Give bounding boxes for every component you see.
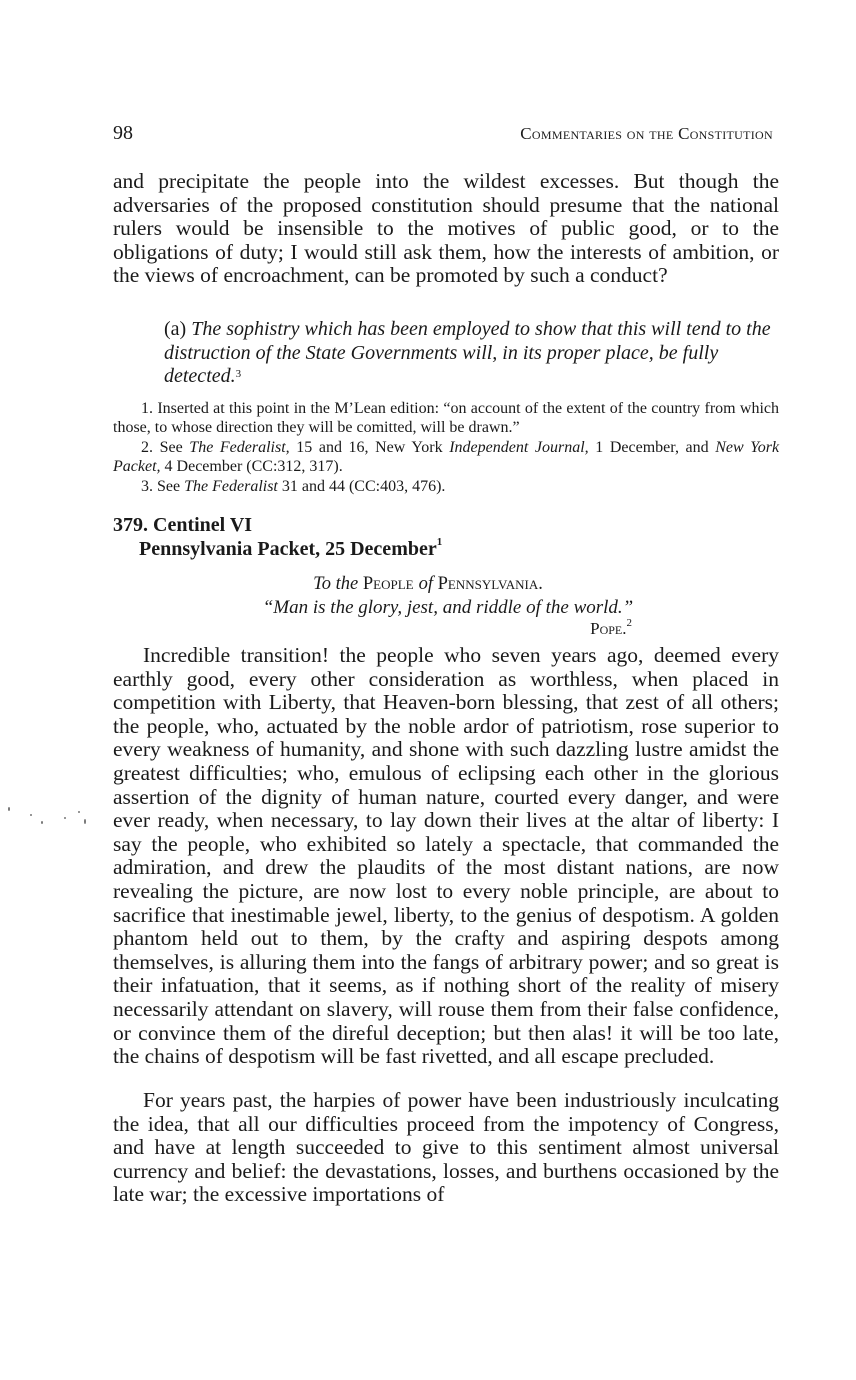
article-source-ref: 1: [436, 536, 443, 548]
attribution-text: Pope.: [590, 619, 627, 638]
continued-paragraph: and precipitate the people into the wildest excesses. But though the adversaries of the proposed constitution should presume that the national rulers would be insensible to the motives of public good, or to the obligations of duty; I would still ask them, how the interests of ambition, or the views of encroachment, can be promoted by such a conduct?: [113, 169, 779, 288]
footnote-citation: The Federalist: [184, 477, 278, 495]
scan-specks: [4, 805, 94, 835]
footnotes: [113, 399, 779, 496]
scan-speck: [78, 811, 80, 813]
footnote-2: [113, 438, 779, 477]
salutation-part: of: [418, 574, 433, 594]
footnote-text: See: [159, 438, 183, 456]
epigraph: “Man is the glory, jest, and riddle of the world.”: [262, 597, 634, 618]
footnote-citation: New York Packet,: [113, 438, 780, 476]
note-a-ref: 3: [235, 368, 242, 380]
body-paragraph: For years past, the harpies of power have been industriously inculcating the idea, that all our difficulties proceed from the impotency of Congress, and have at length succeeded to give to this sentiment almost universal currency and belief: the devastations, losses, and burthens occasioned by the late war; the excessive importations of: [113, 1088, 779, 1207]
paragraph-block-1: [113, 644, 779, 1069]
scan-speck: [84, 819, 86, 824]
footnote-text: 1 December, and: [595, 438, 709, 456]
epigraph-attribution: [590, 619, 632, 639]
article-source: [139, 538, 442, 561]
paragraph-block-2: [113, 1089, 779, 1207]
note-a-label: (a): [164, 318, 187, 340]
attribution-ref: 2: [626, 617, 632, 629]
footnote-number: 2.: [141, 438, 153, 456]
footnote-text: 31 and 44 (CC:403, 476).: [281, 477, 446, 495]
salutation-part: To the: [313, 574, 359, 594]
footnote-citation: The Federalist,: [189, 438, 290, 456]
footnote-citation: Independent Journal,: [449, 438, 589, 456]
scan-speck: [41, 821, 43, 824]
footnote-number: 3.: [141, 477, 153, 495]
footnote-text: Inserted at this point in the M’Lean edition: “on account of the extent of the country from which those, to whose direction they will be comitted, will be drawn.”: [113, 400, 780, 437]
scan-speck: [64, 817, 66, 819]
scan-speck: [30, 814, 32, 816]
salutation: [0, 574, 856, 595]
body-paragraph: Incredible transition! the people who seven years ago, deemed every earthly good, every other consideration as worthless, when placed in competition with Liberty, that Heaven-born blessing, that zest of all others; the people, who, actuated by the noble ardor of patriotism, rose superior to every weakness of humanity, and shone with such dazzling lustre amidst the greatest difficulties; who, emulous of eclipsing each other in the glorious assertion of the dignity of human nature, courted every danger, and were ever ready, when necessary, to lay down their lives at the altar of liberty: I say the people, who exhibited so lately a spectacle, that commanded the admiration, and drew the plaudits of the most distant nations, are now revealing the picture, are now lost to every noble principle, are about to sacrifice that inestimable jewel, liberty, to the genius of despotism. A golden phantom held out to them, by the crafty and aspiring despots among themselves, is alluring them into the fangs of arbitrary power; and so great is their infatuation, that it seems, as if nothing short of the reality of misery necessarily attendant on slavery, will rouse them from their false confidence, or convince them of the direful deception; but then alas! it will be too late, the chains of despotism will be fast rivetted, and all escape precluded.: [113, 643, 779, 1069]
author-note-a: [164, 318, 774, 389]
footnote-1: [113, 399, 779, 438]
note-a-text: The sophistry which has been employed to show that this will tend to the distruction of the State Governments will, in its proper place, be fully detected.: [164, 318, 771, 387]
footnote-text: See: [157, 477, 181, 495]
footnote-text: 15 and 16, New York: [296, 438, 443, 456]
footnote-number: 1.: [141, 400, 153, 417]
footnote-3: [113, 477, 779, 496]
footnote-text: 4 December (CC:312, 317).: [164, 458, 343, 476]
running-head: Commentaries on the Constitution: [520, 124, 773, 143]
salutation-part: People: [362, 574, 414, 594]
article-title: 379. Centinel VI: [113, 514, 253, 536]
page-header: [113, 122, 773, 150]
continued-paragraph-block: [113, 170, 779, 288]
scan-speck: [8, 807, 10, 811]
article-source-text: Pennsylvania Packet, 25 December: [139, 538, 437, 560]
salutation-part: Pennsylvania.: [437, 574, 543, 594]
page-number: 98: [113, 122, 133, 144]
